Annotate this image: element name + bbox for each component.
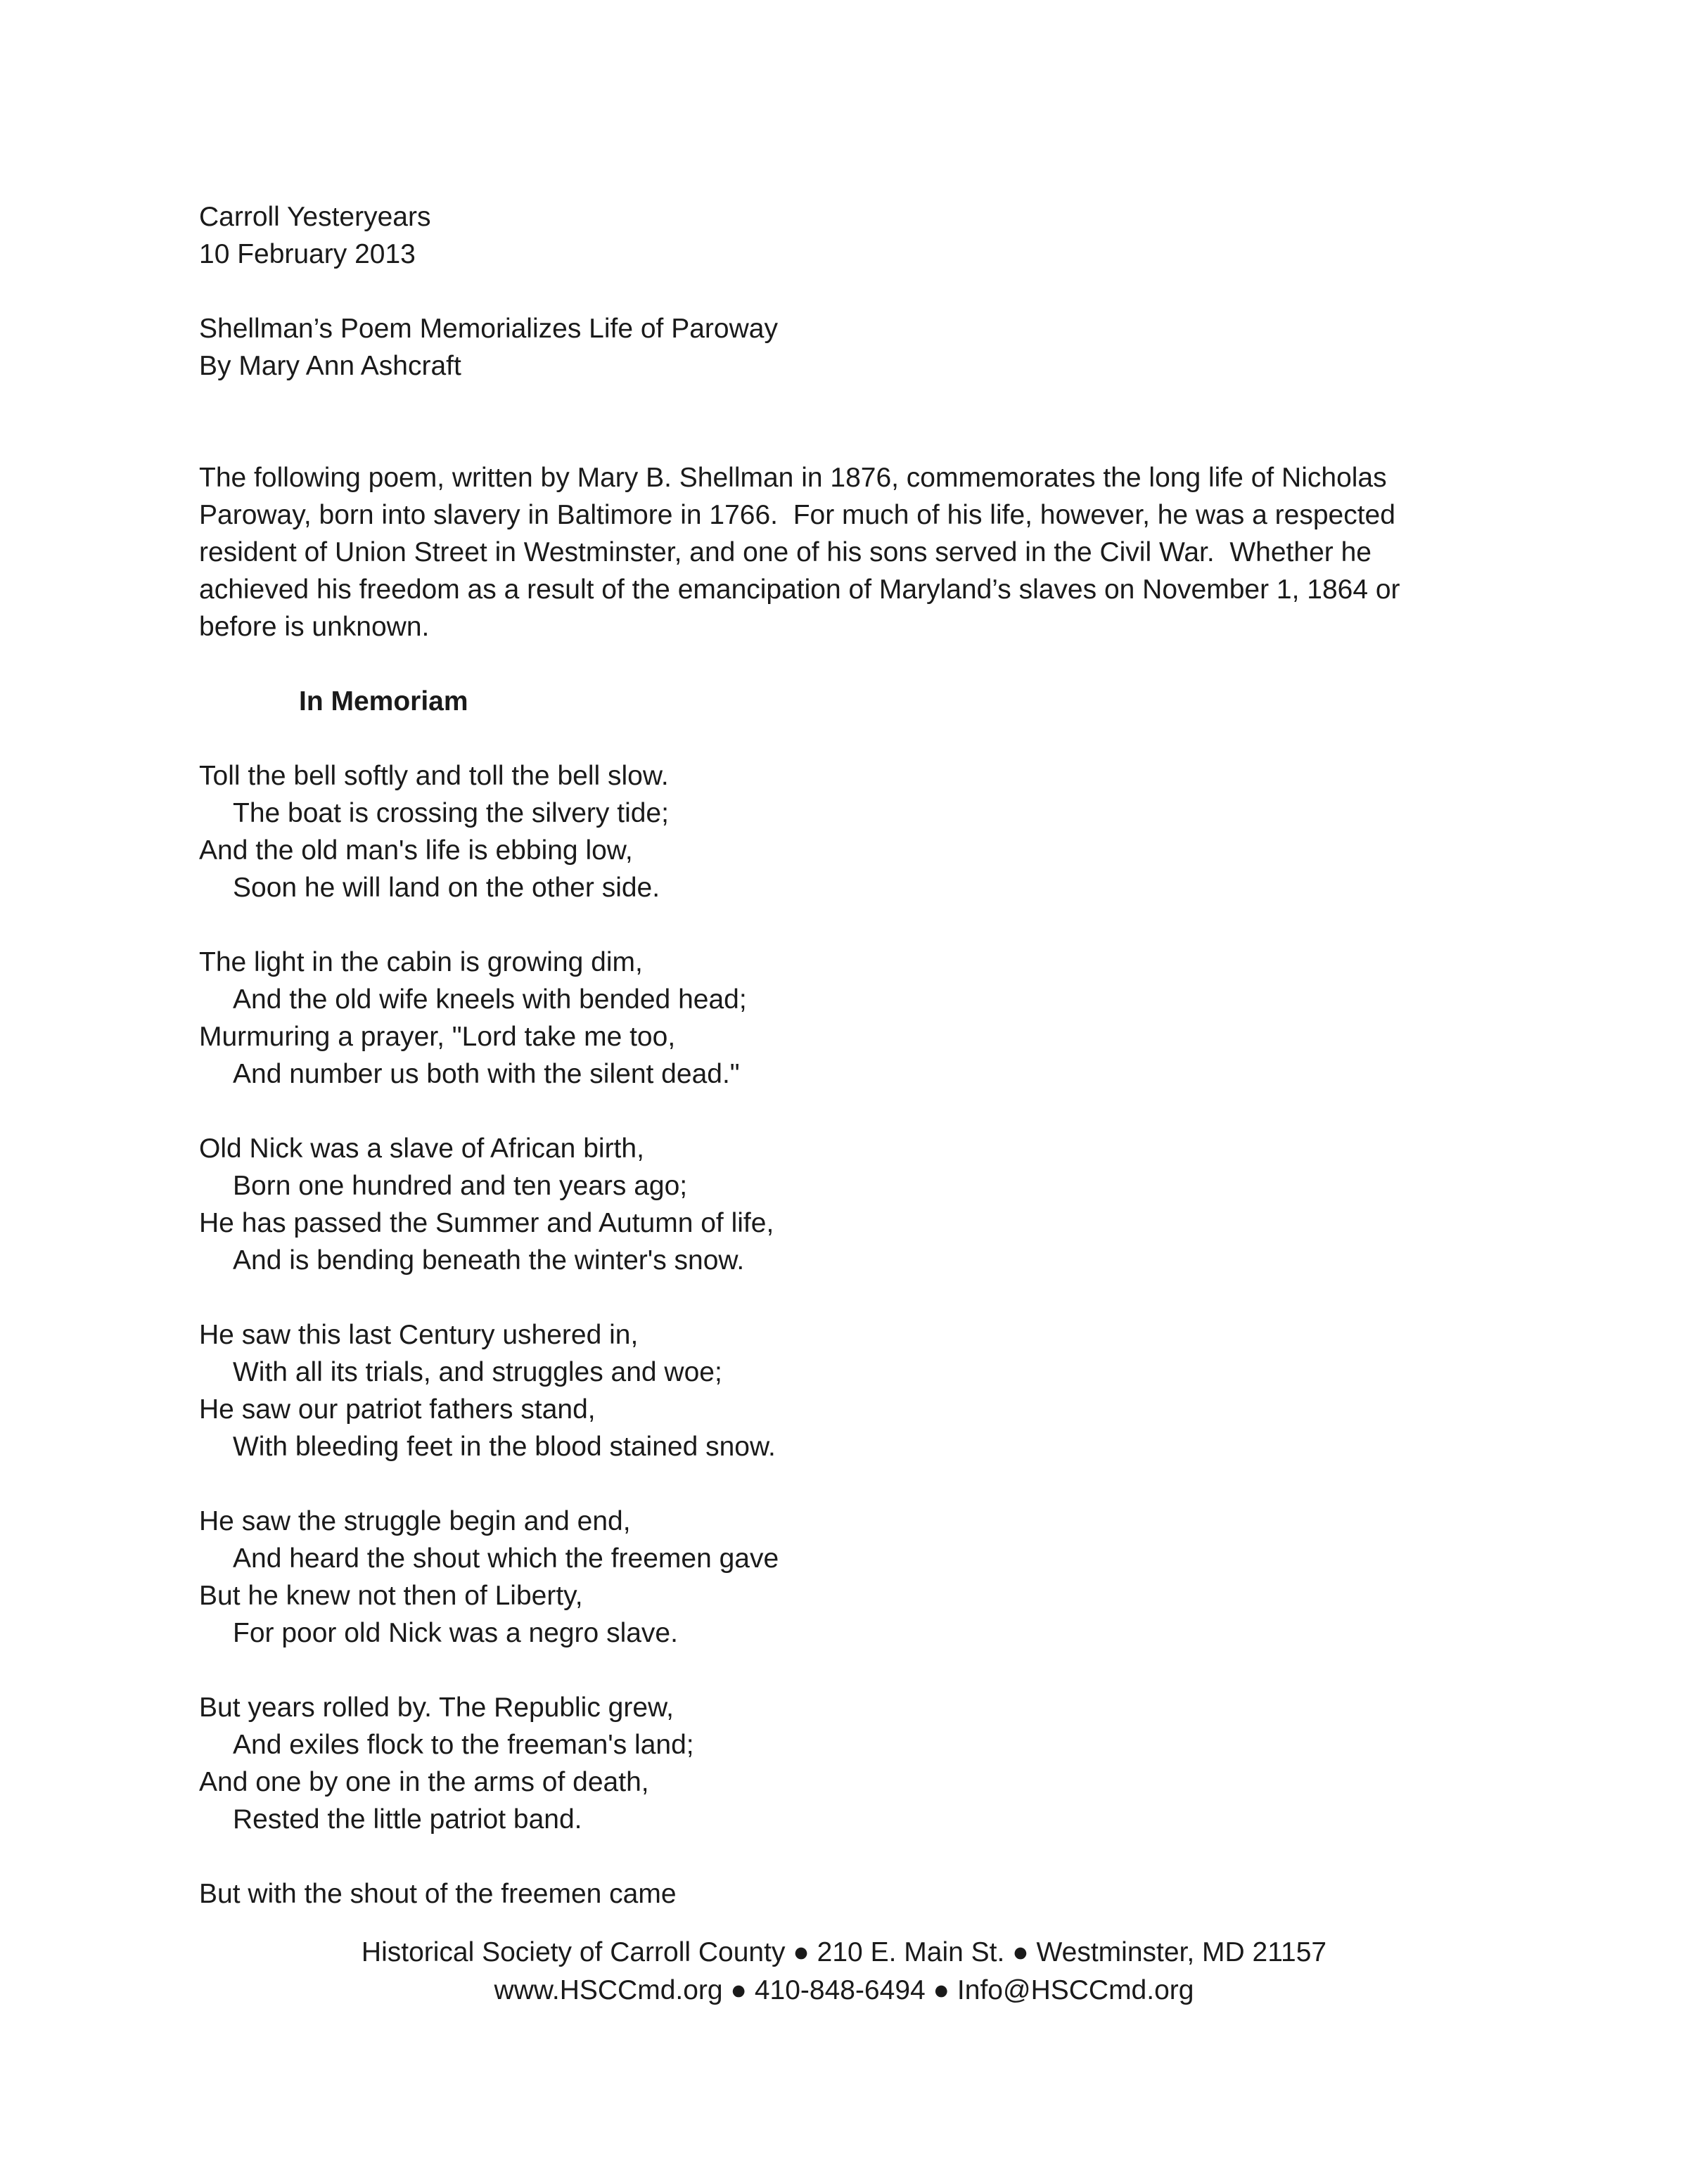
article-byline: By Mary Ann Ashcraft	[199, 351, 461, 381]
column-name: Carroll Yesteryears	[199, 202, 431, 232]
poem-line: But years rolled by. The Republic grew,	[199, 1692, 674, 1723]
intro-paragraph	[199, 459, 1493, 645]
intro-line: before is unknown.	[199, 612, 430, 642]
poem-stanza	[199, 757, 1493, 906]
article-date: 10 February 2013	[199, 239, 416, 269]
poem-line: And heard the shout which the freemen gave	[233, 1543, 779, 1574]
poem-line: But with the shout of the freemen came	[199, 1879, 677, 1909]
poem-line: He saw our patriot fathers stand,	[199, 1394, 596, 1425]
poem-stanza	[199, 1689, 1493, 1838]
poem-stanza	[199, 1503, 1493, 1652]
poem-line: And exiles flock to the freeman's land;	[233, 1730, 694, 1760]
poem-title: In Memoriam	[299, 686, 468, 717]
poem-line: He saw the struggle begin and end,	[199, 1506, 631, 1536]
poem-line: Born one hundred and ten years ago;	[233, 1171, 688, 1201]
poem-line: And the old man's life is ebbing low,	[199, 835, 633, 866]
poem-line: Soon he will land on the other side.	[233, 873, 660, 903]
poem-line: He has passed the Summer and Autumn of life,	[199, 1208, 774, 1238]
poem-stanza	[199, 1130, 1493, 1279]
poem-line: And one by one in the arms of death,	[199, 1767, 649, 1797]
poem-line: But he knew not then of Liberty,	[199, 1581, 583, 1611]
poem-line: With bleeding feet in the blood stained snow.	[233, 1432, 776, 1462]
intro-line: The following poem, written by Mary B. Shellman in 1876, commemorates the long life of Nicholas	[199, 463, 1387, 493]
poem-stanza	[199, 944, 1493, 1093]
poem-line: The light in the cabin is growing dim,	[199, 947, 643, 977]
footer-address: Historical Society of Carroll County ● 210 E. Main St. ● Westminster, MD 21157	[361, 1937, 1327, 1967]
article-headline: Shellman’s Poem Memorializes Life of Paroway	[199, 314, 778, 344]
poem-line: Murmuring a prayer, "Lord take me too,	[199, 1022, 676, 1052]
poem-line: And is bending beneath the winter's snow.	[233, 1245, 745, 1276]
footer-contact: www.HSCCmd.org ● 410-848-6494 ● Info@HSCCmd.org	[494, 1975, 1194, 2005]
intro-line: Paroway, born into slavery in Baltimore in 1766. For much of his life, however, he was a respected	[199, 500, 1395, 530]
poem-line: Old Nick was a slave of African birth,	[199, 1133, 644, 1164]
poem-line: Rested the little patriot band.	[233, 1804, 582, 1835]
poem-stanza	[199, 1875, 1493, 1913]
intro-line: achieved his freedom as a result of the emancipation of Maryland’s slaves on November 1, 1864 or	[199, 574, 1400, 605]
poem-line: And number us both with the silent dead."	[233, 1059, 740, 1089]
article	[199, 198, 1493, 1913]
poem-line: For poor old Nick was a negro slave.	[233, 1618, 678, 1648]
page-footer	[0, 1934, 1688, 2010]
poem-line: With all its trials, and struggles and woe;	[233, 1357, 722, 1387]
intro-line: resident of Union Street in Westminster, and one of his sons served in the Civil War. Whether he	[199, 537, 1372, 567]
poem-stanza	[199, 1316, 1493, 1465]
poem-line: Toll the bell softly and toll the bell slow.	[199, 761, 669, 791]
poem-line: And the old wife kneels with bended head;	[233, 984, 747, 1015]
poem-line: The boat is crossing the silvery tide;	[233, 798, 669, 828]
poem-line: He saw this last Century ushered in,	[199, 1320, 639, 1350]
